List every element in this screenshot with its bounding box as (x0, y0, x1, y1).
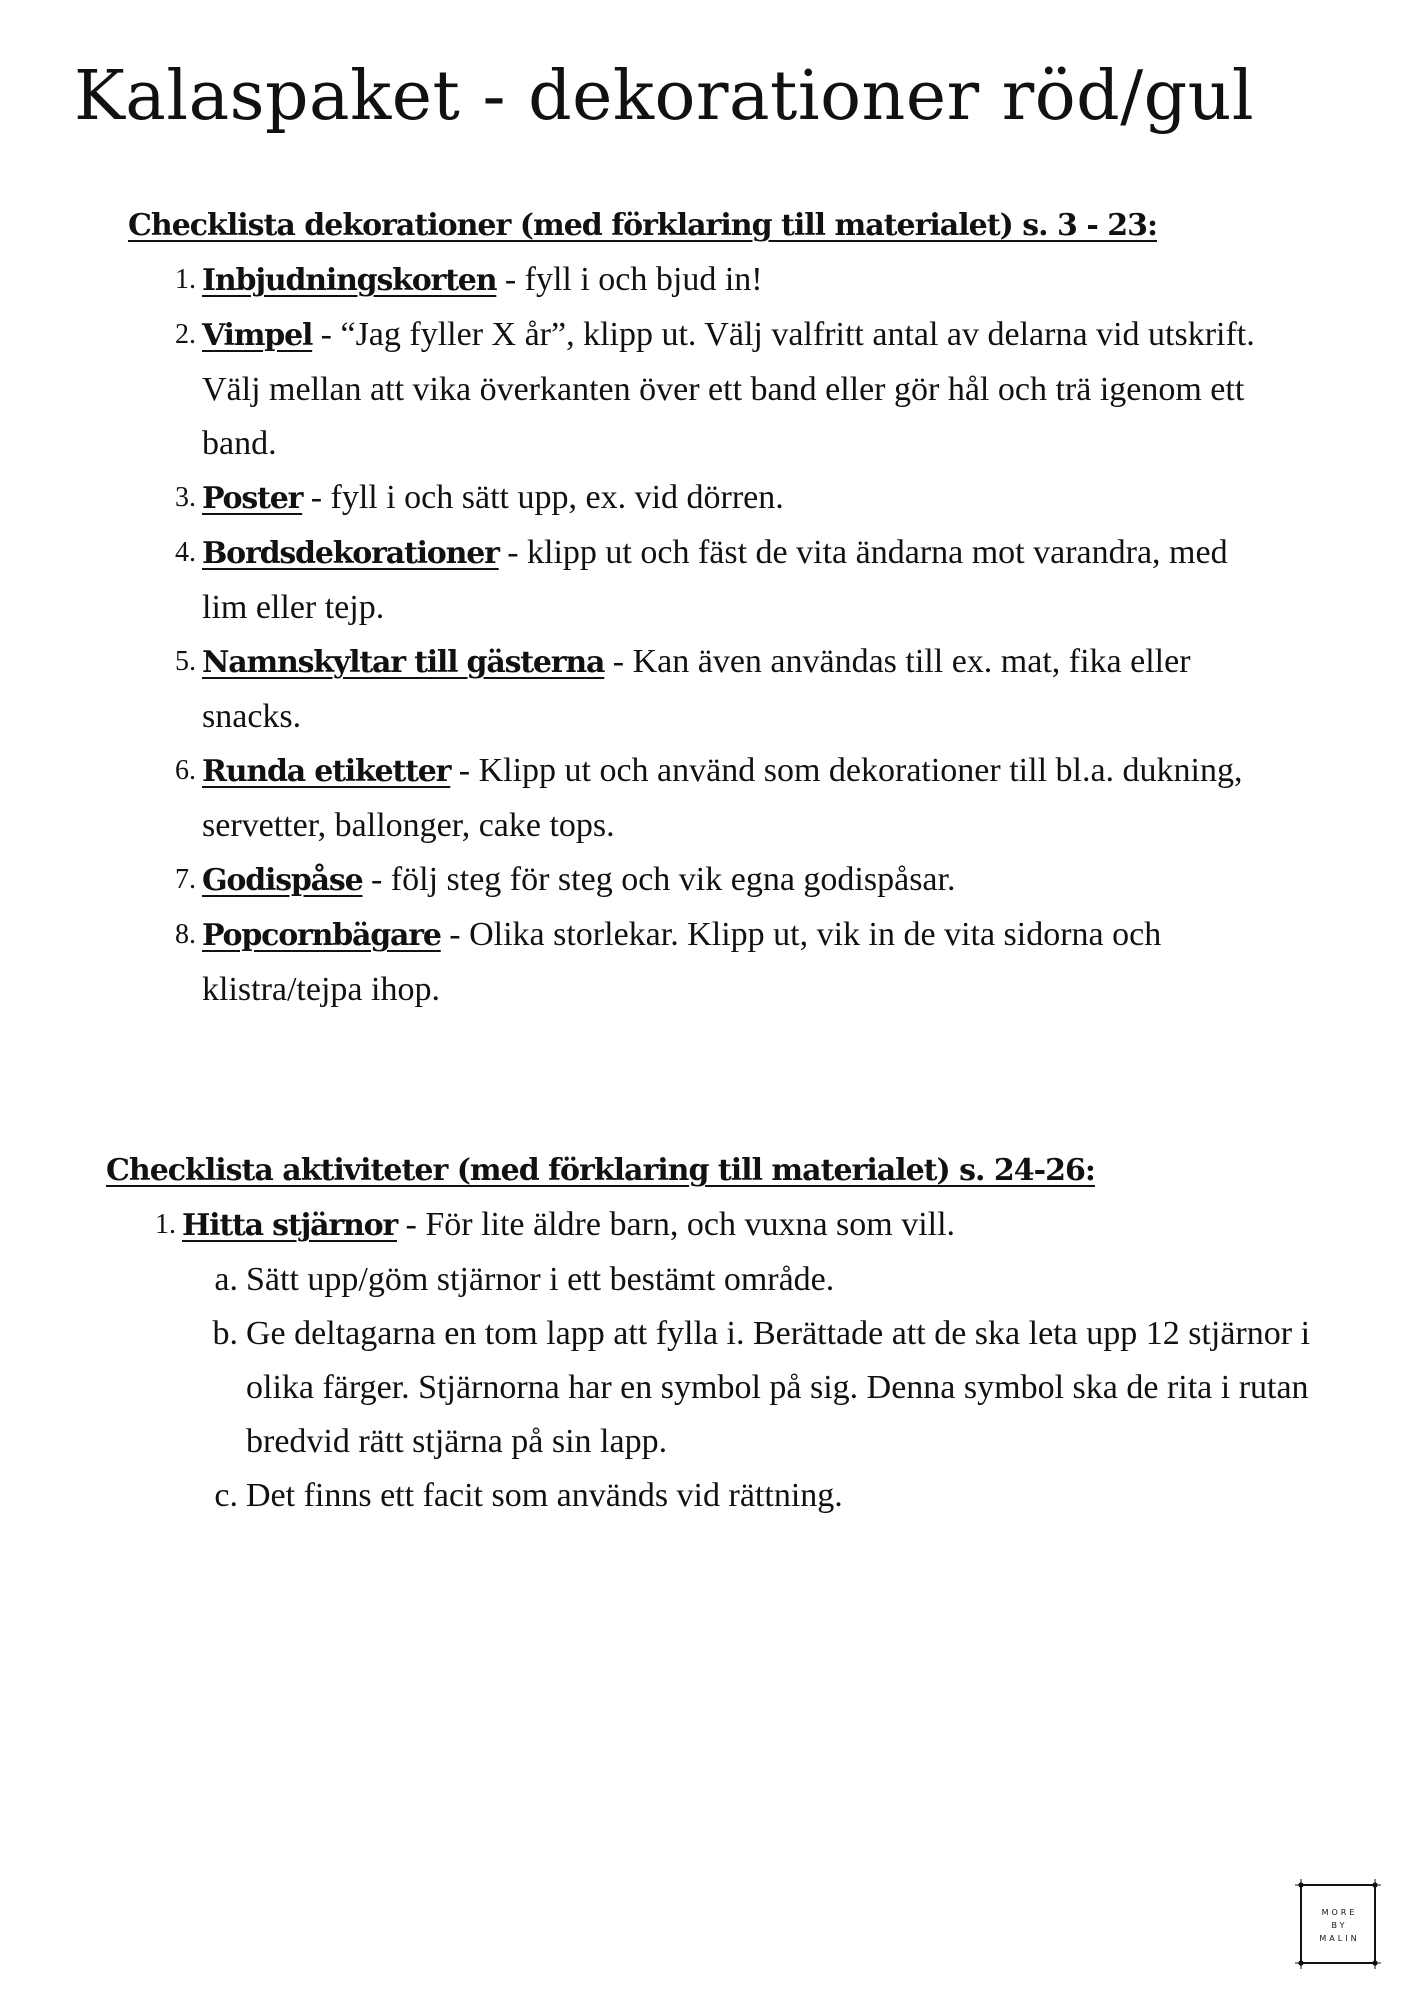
sub-item-text: Ge deltagarna en tom lapp att fylla i. Berättade att de ska leta upp 12 stjärnor i olika färger. Stjärnorna har en symbol på sig. Denna symbol ska de rita i rutan bredvid rätt stjärna på sin lapp. (246, 1315, 1311, 1460)
sub-item-text: Sätt upp/göm stjärnor i ett bestämt område. (246, 1261, 835, 1298)
item-term: Runda etiketter (202, 754, 451, 789)
list-item (160, 908, 1280, 1017)
item-description: - Klipp ut och använd som dekorationer till bl.a. dukning, servetter, ballonger, cake tops. (202, 752, 1243, 844)
item-description: - fyll i och sätt upp, ex. vid dörren. (310, 479, 784, 516)
item-number: 8. (175, 919, 196, 950)
logo-line: MORE (1321, 1908, 1358, 1917)
item-number: 6. (175, 755, 196, 786)
list-item (140, 1198, 1320, 1523)
item-description: - Olika storlekar. Klipp ut, vik in de vita sidorna och klistra/tejpa ihop. (202, 916, 1162, 1008)
list-item (160, 308, 1280, 471)
item-description: - fyll i och bjud in! (504, 261, 763, 298)
item-number: 2. (175, 319, 196, 350)
activity-steps (182, 1253, 1320, 1523)
item-term: Hitta stjärnor (182, 1208, 398, 1243)
item-term: Godispåse (202, 863, 363, 898)
list-item (160, 853, 1280, 908)
item-description: - klipp ut och fäst de vita ändarna mot varandra, med lim eller tejp. (202, 534, 1228, 626)
item-term: Inbjudningskorten (202, 263, 497, 298)
decorations-checklist-heading: Checklista dekorationer (med förklaring till materialet) s. 3 - 23: (128, 208, 1158, 243)
item-number: 5. (175, 646, 196, 677)
sub-item-letter: a. (214, 1261, 238, 1298)
item-term: Vimpel (202, 318, 313, 353)
item-number: 4. (175, 537, 196, 568)
item-number: 7. (175, 864, 196, 895)
list-item (160, 526, 1280, 635)
sub-list-item (210, 1307, 1320, 1469)
sub-list-item (210, 1469, 1320, 1523)
activities-checklist (140, 1198, 1320, 1523)
page-title: Kalaspaket - dekorationer röd/gul (74, 57, 1255, 136)
list-item (160, 744, 1280, 853)
item-number: 1. (175, 264, 196, 295)
sub-item-letter: c. (214, 1477, 238, 1514)
list-item (160, 471, 1280, 526)
sub-list-item (210, 1253, 1320, 1307)
activities-checklist-heading: Checklista aktiviteter (med förklaring till materialet) s. 24-26: (106, 1153, 1095, 1188)
item-description: - För lite äldre barn, och vuxna som vill. (405, 1206, 956, 1243)
list-item (160, 635, 1280, 744)
logo-text (1294, 1906, 1382, 1945)
list-item (160, 253, 1280, 308)
brand-logo (1294, 1878, 1382, 1970)
logo-line: MALIN (1319, 1934, 1360, 1943)
logo-line: BY (1331, 1921, 1348, 1930)
item-term: Bordsdekorationer (202, 536, 499, 571)
decorations-checklist (160, 253, 1280, 1017)
item-number: 3. (175, 482, 196, 513)
item-term: Namnskyltar till gästerna (202, 645, 605, 680)
item-term: Poster (202, 481, 303, 516)
sub-item-text: Det finns ett facit som används vid rättning. (246, 1477, 843, 1514)
item-description: - följ steg för steg och vik egna godispåsar. (370, 861, 956, 898)
item-number: 1. (155, 1209, 176, 1240)
item-description: - Kan även användas till ex. mat, fika eller snacks. (202, 643, 1191, 735)
sub-item-letter: b. (212, 1315, 238, 1352)
item-description: - “Jag fyller X år”, klipp ut. Välj valfritt antal av delarna vid utskrift. Välj mellan att vika överkanten över ett band eller gör hål och trä igenom ett band. (202, 316, 1255, 462)
item-term: Popcornbägare (202, 918, 441, 953)
